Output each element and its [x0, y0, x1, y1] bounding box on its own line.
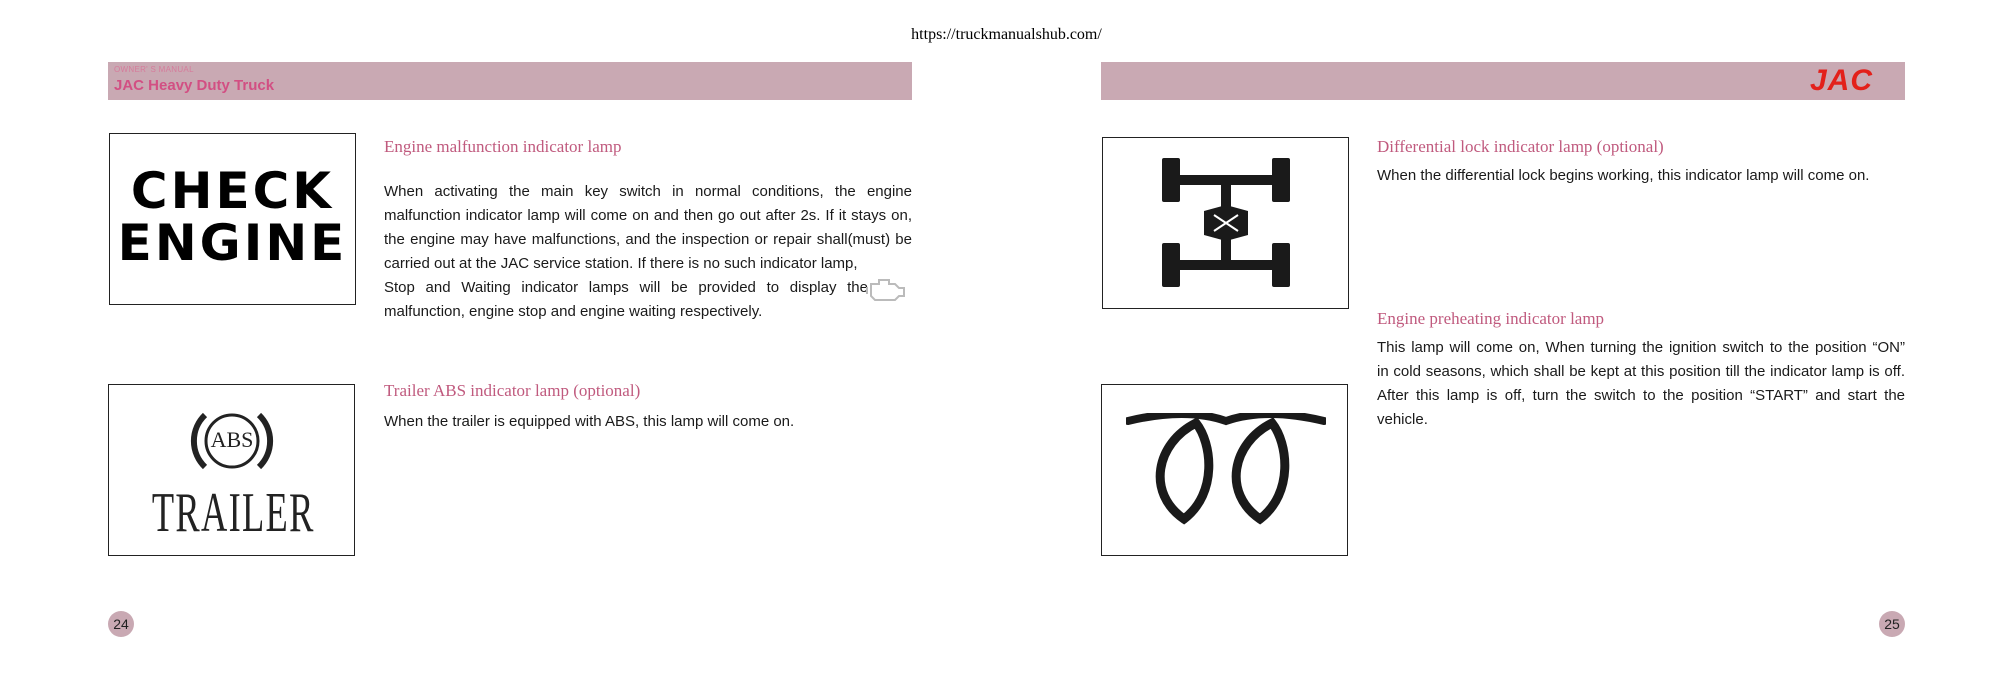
differential-lock-icon [1102, 137, 1349, 309]
source-url: https://truckmanualshub.com/ [911, 26, 1102, 43]
check-engine-icon [109, 133, 356, 305]
paragraph-line: This lamp will come on, When turning the ignition switch to the position “ON” [1377, 339, 1905, 356]
check-engine-icon-line1: CHECK [130, 162, 335, 220]
differential-lock-text: When the differential lock begins working, this indicator lamp will come on. [1377, 167, 1870, 184]
abs-label: ABS [210, 427, 254, 452]
paragraph-line: When activating the main key switch in normal conditions, the engine [384, 183, 912, 200]
paragraph-line: carried out at the JAC service station. If there is no such indicator lamp, [384, 255, 858, 272]
paragraph-line: the engine may have malfunctions, and the inspection or repair shall(must) be [384, 231, 912, 248]
right-header-bar [1101, 62, 1905, 100]
paragraph-line: malfunction, engine stop and engine waiting respectively. [384, 303, 763, 320]
trailer-label: TRAILER [151, 482, 315, 544]
header-manual-label: OWNER' S MANUAL [114, 65, 194, 74]
differential-lock-graphic [1158, 155, 1294, 291]
engine-outline-icon [865, 276, 910, 302]
check-engine-icon-line2: ENGINE [117, 214, 348, 272]
engine-malfunction-heading: Engine malfunction indicator lamp [384, 137, 622, 156]
trailer-abs-heading: Trailer ABS indicator lamp (optional) [384, 381, 641, 400]
page-number-left: 24 [108, 611, 134, 637]
engine-preheating-text [1377, 336, 1905, 432]
engine-malfunction-text [384, 180, 912, 324]
paragraph-line: vehicle. [1377, 411, 1428, 428]
jac-logo: JAC [1810, 64, 1874, 97]
engine-preheating-heading: Engine preheating indicator lamp [1377, 309, 1605, 328]
trailer-abs-text: When the trailer is equipped with ABS, this lamp will come on. [384, 413, 795, 430]
abs-trailer-icon [108, 384, 355, 556]
paragraph-line: Stop and Waiting indicator lamps will be provided to display the [384, 279, 868, 296]
page-number-right: 25 [1879, 611, 1905, 637]
paragraph-line: malfunction indicator lamp will come on and then go out after 2s. If it stays on, [384, 207, 912, 224]
differential-lock-heading: Differential lock indicator lamp (optional) [1377, 137, 1664, 156]
header-title: JAC Heavy Duty Truck [114, 77, 275, 94]
paragraph-line: After this lamp is off, turn the switch to the position “START” and start the [1377, 387, 1905, 404]
preheat-coil-graphic [1126, 413, 1326, 525]
paragraph-line-with-icon [384, 276, 912, 300]
preheat-coil-icon [1101, 384, 1348, 556]
paragraph-line: in cold seasons, which shall be kept at this position till the indicator lamp is off. [1377, 363, 1905, 380]
